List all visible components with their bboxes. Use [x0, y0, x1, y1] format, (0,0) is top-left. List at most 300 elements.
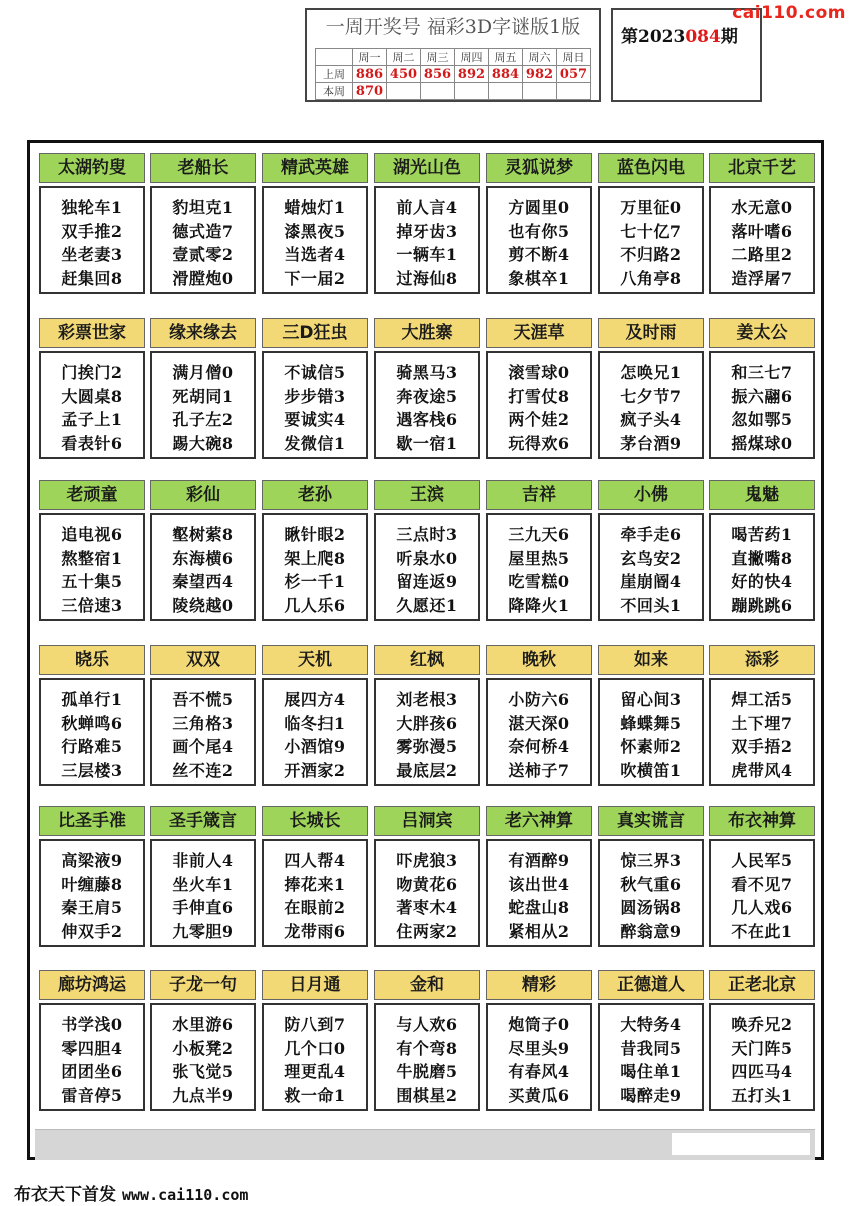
clue-line: 秦望西4 — [172, 572, 234, 591]
card-body — [598, 1003, 704, 1111]
result-cell — [489, 83, 523, 100]
puzzle-card — [39, 480, 145, 621]
puzzle-card — [150, 806, 256, 947]
card-title: 长城长 — [262, 806, 368, 836]
result-cell: 856 — [421, 66, 455, 83]
clue-line: 不在此1 — [731, 921, 793, 941]
puzzle-card — [709, 645, 815, 786]
card-body — [374, 513, 480, 621]
card-title: 缘来缘去 — [150, 318, 256, 348]
clue-line: 昔我同5 — [620, 1038, 682, 1058]
puzzle-card — [486, 806, 592, 947]
clue-line: 土下埋7 — [731, 713, 793, 733]
clue-line: 疯子头4 — [620, 410, 682, 429]
clue-line: 人民军5 — [731, 851, 793, 870]
site-logo[interactable]: cai110.com — [732, 3, 846, 23]
card-body — [150, 678, 256, 786]
card-body — [598, 839, 704, 947]
clue-line: 牵手走6 — [620, 525, 682, 544]
clue-line: 振六翮6 — [731, 386, 793, 406]
puzzle-card — [709, 970, 815, 1111]
clue-line: 玄鸟安2 — [620, 548, 682, 568]
card-title: 真实谎言 — [598, 806, 704, 836]
clue-line: 七十亿7 — [620, 221, 682, 241]
clue-line: 住两家2 — [396, 921, 458, 941]
clue-line: 非前人4 — [172, 851, 234, 870]
card-title: 彩票世家 — [39, 318, 145, 348]
puzzle-card — [486, 970, 592, 1111]
card-title: 蓝色闪电 — [598, 153, 704, 183]
clue-line: 几个口0 — [284, 1038, 346, 1058]
clue-line: 最底层2 — [396, 760, 458, 780]
result-cell: 982 — [523, 66, 557, 83]
card-title: 吉祥 — [486, 480, 592, 510]
day-header: 周四 — [455, 49, 489, 66]
card-body — [39, 186, 145, 294]
day-header: 周一 — [353, 49, 387, 66]
card-body — [486, 678, 592, 786]
clue-line: 捧花来1 — [284, 874, 346, 894]
clue-line: 瞅针眼2 — [284, 525, 346, 544]
card-body — [39, 351, 145, 459]
card-body — [39, 1003, 145, 1111]
clue-line: 与人欢6 — [396, 1015, 458, 1034]
clue-line: 奈何桥4 — [508, 737, 570, 756]
clue-line: 秋气重6 — [620, 874, 682, 894]
clue-line: 一辆车1 — [396, 245, 458, 264]
puzzle-card — [709, 153, 815, 294]
card-title: 三D狂虫 — [262, 318, 368, 348]
clue-line: 满月僧0 — [172, 363, 234, 382]
puzzle-card — [39, 645, 145, 786]
card-title: 晚秋 — [486, 645, 592, 675]
footer-text: 布衣天下首发 — [14, 1185, 116, 1205]
clue-line: 有个弯8 — [396, 1038, 458, 1058]
card-body — [709, 351, 815, 459]
puzzle-card — [39, 970, 145, 1111]
puzzle-card — [150, 645, 256, 786]
card-title: 子龙一句 — [150, 970, 256, 1000]
clue-line: 方圆里0 — [508, 198, 570, 217]
clue-line: 不归路2 — [620, 245, 682, 264]
card-body — [598, 513, 704, 621]
clue-line: 送柿子7 — [508, 760, 570, 780]
scrollbar-thumb[interactable] — [672, 1133, 810, 1155]
clue-line: 牛脱磨5 — [396, 1062, 458, 1081]
clue-line: 惊三界3 — [620, 851, 682, 870]
issue-digits: 084 — [685, 27, 721, 47]
clue-line: 喝醉走9 — [620, 1085, 682, 1105]
clue-line: 怀素师2 — [620, 737, 682, 756]
clue-line: 要诚实4 — [284, 410, 346, 429]
puzzle-card — [150, 970, 256, 1111]
card-body — [262, 186, 368, 294]
puzzle-card — [486, 318, 592, 459]
card-body — [486, 186, 592, 294]
clue-line: 豹坦克1 — [172, 198, 234, 217]
clue-line: 不回头1 — [620, 595, 682, 615]
clue-line: 歇一宿1 — [396, 433, 458, 453]
card-title: 日月通 — [262, 970, 368, 1000]
clue-line: 过海仙8 — [396, 268, 458, 288]
puzzle-card — [150, 480, 256, 621]
clue-line: 四匹马4 — [731, 1062, 793, 1081]
puzzle-card — [709, 480, 815, 621]
clue-line: 三点时3 — [396, 525, 458, 544]
clue-line: 怎唤兄1 — [620, 363, 682, 382]
card-body — [262, 1003, 368, 1111]
clue-line: 留连返9 — [396, 572, 458, 591]
clue-line: 壑树萦8 — [172, 525, 234, 544]
clue-line: 双手捂2 — [731, 737, 793, 756]
clue-line: 熬整宿1 — [61, 548, 123, 568]
clue-line: 遇客栈6 — [396, 410, 458, 429]
card-title: 天涯草 — [486, 318, 592, 348]
clue-line: 死胡同1 — [172, 386, 234, 406]
clue-line: 高梁液9 — [61, 851, 123, 870]
card-body — [150, 186, 256, 294]
clue-line: 下一届2 — [284, 268, 346, 288]
card-title: 吕洞宾 — [374, 806, 480, 836]
clue-line: 买黄瓜6 — [508, 1085, 570, 1105]
puzzle-card — [262, 645, 368, 786]
clue-line: 蛇盘山8 — [508, 898, 570, 917]
clue-line: 降降火1 — [508, 595, 570, 615]
card-title: 精彩 — [486, 970, 592, 1000]
card-body — [262, 351, 368, 459]
clue-line: 骑黑马3 — [396, 363, 458, 382]
result-cell: 886 — [353, 66, 387, 83]
clue-line: 留心间3 — [620, 690, 682, 709]
card-body — [598, 678, 704, 786]
day-header: 周六 — [523, 49, 557, 66]
clue-line: 吻黄花6 — [396, 874, 458, 894]
card-body — [486, 351, 592, 459]
puzzle-card — [374, 153, 480, 294]
clue-line: 手伸直6 — [172, 898, 234, 917]
card-body — [598, 351, 704, 459]
clue-line: 喝苦药1 — [731, 525, 793, 544]
last-week-row — [316, 66, 591, 83]
clue-line: 雷音停5 — [61, 1085, 123, 1105]
last-week-label: 上周 — [316, 66, 353, 83]
clue-line: 临冬扫1 — [284, 713, 346, 733]
clue-line: 张飞觉5 — [172, 1062, 234, 1081]
card-title: 圣手箴言 — [150, 806, 256, 836]
card-title: 灵狐说梦 — [486, 153, 592, 183]
card-title: 老六神算 — [486, 806, 592, 836]
clue-line: 五打头1 — [731, 1085, 793, 1105]
puzzle-card — [39, 318, 145, 459]
puzzle-card — [486, 480, 592, 621]
puzzle-card — [374, 806, 480, 947]
clue-line: 炮筒子0 — [508, 1015, 570, 1034]
clue-line: 几人乐6 — [284, 595, 346, 615]
clue-line: 丝不连2 — [172, 760, 234, 780]
card-title: 双双 — [150, 645, 256, 675]
puzzle-card — [709, 806, 815, 947]
card-title: 红枫 — [374, 645, 480, 675]
clue-line: 紧相从2 — [508, 921, 570, 941]
clue-line: 零四胆4 — [61, 1038, 123, 1058]
clue-line: 前人言4 — [396, 198, 458, 217]
clue-line: 九点半9 — [172, 1085, 234, 1105]
card-title: 老船长 — [150, 153, 256, 183]
card-title: 晓乐 — [39, 645, 145, 675]
card-body — [374, 1003, 480, 1111]
clue-line: 象棋卒1 — [508, 268, 570, 288]
clue-line: 直撇嘴8 — [731, 548, 793, 568]
card-body — [150, 1003, 256, 1111]
clue-line: 著枣木4 — [396, 898, 458, 917]
clue-line: 吹横笛1 — [620, 760, 682, 780]
card-body — [486, 1003, 592, 1111]
card-title: 天机 — [262, 645, 368, 675]
clue-line: 吓虎狼3 — [396, 851, 458, 870]
puzzle-card — [598, 970, 704, 1111]
clue-line: 伸双手2 — [61, 921, 123, 941]
clue-line: 看表针6 — [61, 433, 123, 453]
puzzle-card — [598, 318, 704, 459]
issue-suffix: 期 — [720, 27, 738, 47]
puzzle-card — [262, 153, 368, 294]
clue-line: 该出世4 — [508, 874, 570, 894]
card-title: 添彩 — [709, 645, 815, 675]
result-cell — [557, 83, 591, 100]
clue-line: 滚雪球0 — [508, 363, 570, 382]
clue-line: 茅台酒9 — [620, 433, 682, 453]
clue-line: 杉一千1 — [284, 572, 346, 591]
clue-line: 壹贰零2 — [172, 245, 234, 264]
card-body — [39, 678, 145, 786]
clue-line: 大圆桌8 — [61, 386, 123, 406]
card-title: 湖光山色 — [374, 153, 480, 183]
puzzle-board — [27, 140, 824, 1160]
puzzle-card — [598, 645, 704, 786]
clue-line: 救一命1 — [284, 1085, 346, 1105]
draw-results-table — [315, 48, 591, 100]
result-cell: 450 — [387, 66, 421, 83]
puzzle-card — [374, 970, 480, 1111]
puzzle-card — [39, 806, 145, 947]
header-panel — [305, 8, 601, 102]
puzzle-card — [374, 480, 480, 621]
day-header: 周三 — [421, 49, 455, 66]
card-body — [374, 839, 480, 947]
clue-line: 陵绕越0 — [172, 595, 234, 615]
clue-line: 团团坐6 — [61, 1062, 123, 1081]
clue-line: 门挨门2 — [61, 363, 123, 382]
clue-line: 落叶嗜6 — [731, 221, 793, 241]
clue-line: 发微信1 — [284, 433, 346, 453]
day-header: 周日 — [557, 49, 591, 66]
clue-line: 围棋星2 — [396, 1085, 458, 1105]
clue-line: 秦王肩5 — [61, 898, 123, 917]
footer — [14, 1180, 248, 1205]
clue-line: 三角格3 — [172, 713, 234, 733]
clue-line: 孤单行1 — [61, 690, 123, 709]
puzzle-card — [598, 480, 704, 621]
clue-line: 大胖孩6 — [396, 713, 458, 733]
clue-line: 叶缠藤8 — [61, 874, 123, 894]
clue-line: 打雪仗8 — [508, 386, 570, 406]
issue-number — [621, 22, 738, 47]
clue-line: 两个娃2 — [508, 410, 570, 429]
card-title: 如来 — [598, 645, 704, 675]
card-title: 正老北京 — [709, 970, 815, 1000]
clue-line: 三倍速3 — [61, 595, 123, 615]
puzzle-card — [262, 318, 368, 459]
this-week-row — [316, 83, 591, 100]
card-title: 廊坊鸿运 — [39, 970, 145, 1000]
puzzle-card — [262, 480, 368, 621]
clue-line: 听泉水0 — [396, 548, 458, 568]
card-title: 正德道人 — [598, 970, 704, 1000]
days-row — [316, 49, 591, 66]
puzzle-card — [598, 806, 704, 947]
clue-line: 醉翁意9 — [620, 921, 682, 941]
clue-line: 架上爬8 — [284, 548, 346, 568]
result-cell — [523, 83, 557, 100]
card-title: 鬼魅 — [709, 480, 815, 510]
clue-line: 当选者4 — [284, 245, 346, 264]
clue-line: 小防六6 — [508, 690, 570, 709]
result-cell: 884 — [489, 66, 523, 83]
clue-line: 掉牙齿3 — [396, 221, 458, 241]
clue-line: 玩得欢6 — [508, 433, 570, 453]
clue-line: 久愿还1 — [396, 595, 458, 615]
card-body — [486, 839, 592, 947]
clue-line: 五十集5 — [61, 572, 123, 591]
card-body — [709, 678, 815, 786]
card-body — [598, 186, 704, 294]
clue-line: 也有你5 — [508, 221, 570, 241]
puzzle-card — [374, 318, 480, 459]
card-title: 王滨 — [374, 480, 480, 510]
card-title: 北京千艺 — [709, 153, 815, 183]
clue-line: 奔夜途5 — [396, 386, 458, 406]
card-title: 布衣神算 — [709, 806, 815, 836]
clue-line: 几人戏6 — [731, 898, 793, 917]
clue-line: 追电视6 — [61, 525, 123, 544]
day-header: 周五 — [489, 49, 523, 66]
card-title: 大胜寨 — [374, 318, 480, 348]
clue-line: 秋蝉鸣6 — [61, 713, 123, 733]
clue-line: 开酒家2 — [284, 760, 346, 780]
footer-url[interactable]: www.cai110.com — [122, 1186, 249, 1204]
clue-line: 展四方4 — [284, 690, 346, 709]
clue-line: 孔子左2 — [172, 410, 234, 429]
puzzle-card — [598, 153, 704, 294]
card-body — [262, 839, 368, 947]
card-body — [374, 186, 480, 294]
puzzle-card — [262, 806, 368, 947]
puzzle-card — [486, 153, 592, 294]
clue-line: 蜡烛灯1 — [284, 198, 346, 217]
puzzle-card — [486, 645, 592, 786]
clue-line: 圆汤锅8 — [620, 898, 682, 917]
clue-line: 天门阵5 — [731, 1038, 793, 1058]
result-cell — [421, 83, 455, 100]
clue-line: 万里征0 — [620, 198, 682, 217]
card-title: 比圣手准 — [39, 806, 145, 836]
card-body — [709, 186, 815, 294]
puzzle-card — [262, 970, 368, 1111]
clue-line: 八角亭8 — [620, 268, 682, 288]
card-title: 彩仙 — [150, 480, 256, 510]
card-body — [486, 513, 592, 621]
clue-line: 小板凳2 — [172, 1038, 234, 1058]
card-body — [39, 839, 145, 947]
card-title: 老孙 — [262, 480, 368, 510]
clue-line: 和三七7 — [731, 363, 793, 382]
clue-line: 理更乱4 — [284, 1062, 346, 1081]
clue-line: 四人帮4 — [284, 851, 346, 870]
card-title: 太湖钓叟 — [39, 153, 145, 183]
result-cell: 057 — [557, 66, 591, 83]
card-title: 姜太公 — [709, 318, 815, 348]
clue-line: 好的快4 — [731, 572, 793, 591]
clue-line: 看不见7 — [731, 874, 793, 894]
clue-line: 小酒馆9 — [284, 737, 346, 756]
clue-line: 造浮屠7 — [731, 268, 793, 288]
empty-cell — [316, 49, 353, 66]
clue-line: 龙带雨6 — [284, 921, 346, 941]
clue-line: 崖崩阍4 — [620, 572, 682, 591]
clue-line: 喝住单1 — [620, 1062, 682, 1081]
card-title: 小佛 — [598, 480, 704, 510]
this-week-label: 本周 — [316, 83, 353, 100]
clue-line: 防八到7 — [284, 1015, 346, 1034]
card-body — [374, 678, 480, 786]
clue-line: 尽里头9 — [508, 1038, 570, 1058]
clue-line: 画个尾4 — [172, 737, 234, 756]
clue-line: 东海横6 — [172, 548, 234, 568]
card-body — [709, 839, 815, 947]
clue-line: 踢大碗8 — [172, 433, 234, 453]
clue-line: 坐火车1 — [172, 874, 234, 894]
clue-line: 水里游6 — [172, 1015, 234, 1034]
clue-line: 双手推2 — [61, 221, 123, 241]
card-body — [709, 513, 815, 621]
result-cell: 870 — [353, 83, 387, 100]
card-body — [150, 839, 256, 947]
card-title: 精武英雄 — [262, 153, 368, 183]
clue-line: 湛天深0 — [508, 713, 570, 733]
result-cell: 892 — [455, 66, 489, 83]
header-title: 一周开奖号 福彩3D字谜版1版 — [325, 16, 581, 38]
clue-line: 吃雪糕0 — [508, 572, 570, 591]
clue-line: 屋里热5 — [508, 548, 570, 568]
clue-line: 有春风4 — [508, 1062, 570, 1081]
card-title: 老顽童 — [39, 480, 145, 510]
card-title: 及时雨 — [598, 318, 704, 348]
clue-line: 在眼前2 — [284, 898, 346, 917]
day-header: 周二 — [387, 49, 421, 66]
clue-line: 刘老根3 — [396, 690, 458, 709]
clue-line: 焊工活5 — [731, 690, 793, 709]
clue-line: 滑膛炮0 — [172, 268, 234, 288]
puzzle-card — [374, 645, 480, 786]
clue-line: 三层楼3 — [61, 760, 123, 780]
clue-line: 大特务4 — [620, 1015, 682, 1034]
card-body — [150, 513, 256, 621]
result-cell — [455, 83, 489, 100]
clue-line: 雾弥漫5 — [396, 737, 458, 756]
clue-line: 虎带风4 — [731, 760, 793, 780]
card-body — [39, 513, 145, 621]
card-body — [374, 351, 480, 459]
